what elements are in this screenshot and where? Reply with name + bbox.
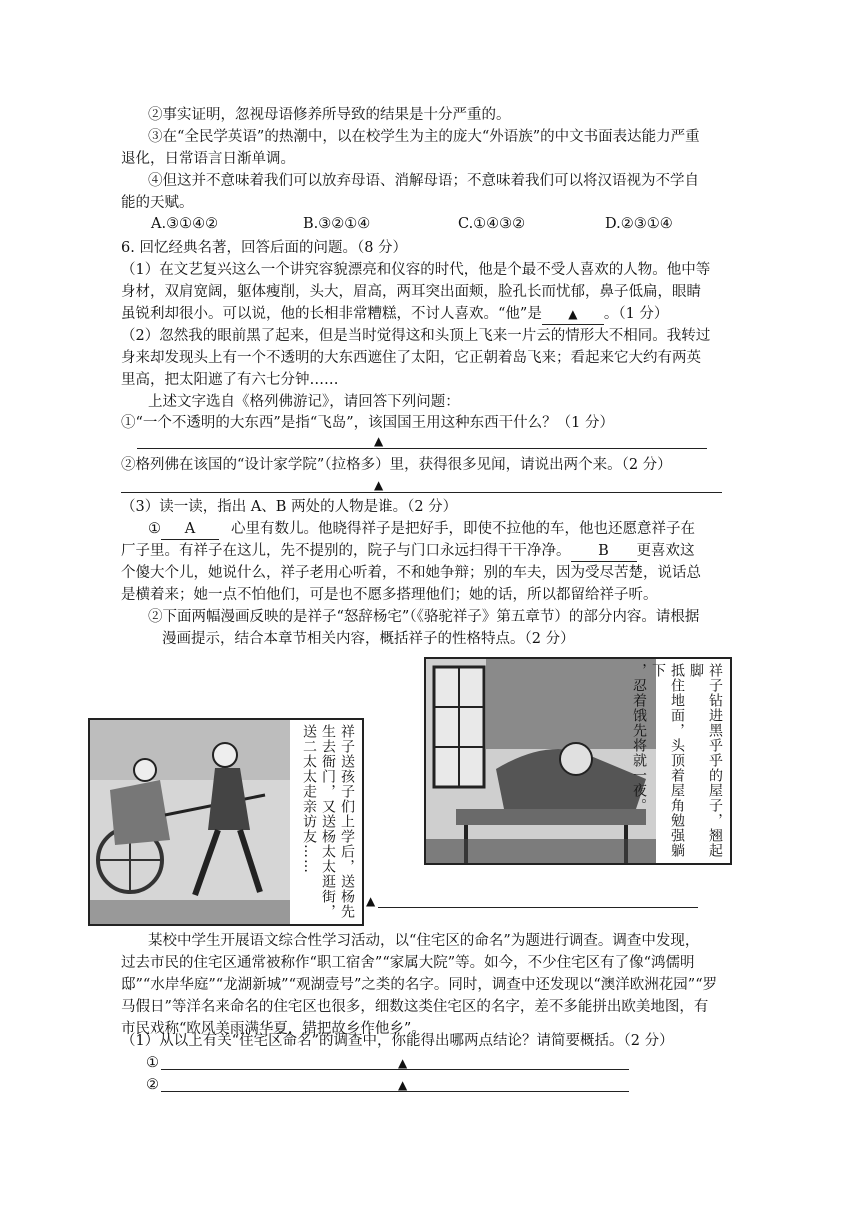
marker-icon: ▲	[374, 478, 384, 492]
q6-p3-line3: 个傻大个儿，她说什么，祥子老用心听着，不和她争辩；别的车夫，因为受尽苦楚，说话总	[121, 565, 701, 581]
comic-illustration-rickshaw	[90, 720, 290, 924]
q6-p2-source: 上述文字选自《格列佛游记》，请回答下列问题：	[148, 394, 460, 410]
marker-icon: ▲	[398, 1056, 408, 1070]
q5-sentence-4a: ④但这并不意味着我们可以放弃母语、消解母语；不意味着我们可以将汉语视为不学自	[148, 173, 699, 189]
marker-icon: ▲	[366, 894, 376, 908]
q6-p3-line1	[148, 519, 695, 540]
q7-question1: （1）从以上有关“住宅区命名”的调查中，你能得出哪两点结论？请简要概括。（2 分）	[121, 1033, 674, 1049]
answer-line-conclusion2[interactable]	[161, 1077, 629, 1092]
caption-left-line1: 祥子送孩子们上学后，送杨先	[339, 724, 355, 919]
q7-intro-line1: 某校中学生开展语文综合性学习活动，以“住宅区的命名”为题进行调查。调查中发现，	[148, 933, 700, 949]
q5-option-a: A.③①④②	[151, 216, 219, 232]
q7-intro-line2: 过去市民的住宅区通常被称作“职工宿舍”“家属大院”等。如今，不少住宅区有了像“鸿儒明	[121, 955, 695, 971]
q6-p3-title: （3）读一读，指出 A、B 两处的人物是谁。（2 分）	[121, 499, 458, 515]
q6-p3-text2: 厂子里。有祥子在这儿，先不提别的，院子与门口永远扫得干干净净。	[121, 543, 571, 559]
caption-right-line2: 抵住地面，头顶着屋角勉强躺下	[650, 663, 685, 858]
q5-option-c: C.①④③②	[458, 216, 526, 232]
q7-intro-line3: 邸”“水岸华庭”“龙湖新城”“观湖壹号”之类的名字。同时，调查中还发现以“澳洋欧洲花园”“罗	[121, 977, 718, 993]
q6-p3-line2	[121, 541, 695, 562]
q6-p2-line1: （2）忽然我的眼前黑了起来，但是当时觉得这和头顶上飞来一片云的情形大不相同。我转过	[121, 328, 711, 344]
q6-p2-line3: 里高，把太阳遮了有六七分钟……	[121, 372, 339, 388]
q6-p1-line3	[121, 304, 668, 325]
answer-line-conclusion1[interactable]	[161, 1055, 629, 1070]
marker-icon: ▲	[374, 434, 384, 448]
answer-blank-a[interactable]: A	[161, 519, 219, 540]
q6-p3-num: ①	[148, 521, 161, 537]
q7-intro-line5: 市民戏称“欧风美雨满华夏，错把故乡作他乡”。	[121, 1021, 426, 1037]
q6-p3-line5: ②下面两幅漫画反映的是祥子“怒辞杨宅”（《骆驼祥子》第五章节）的部分内容。请根据	[148, 609, 700, 625]
q6-p2-question2: ②格列佛在该国的“设计家学院”（拉格多）里，获得很多见闻，请说出两个来。（2 分）	[121, 457, 672, 473]
q5-sentence-4b: 能的天赋。	[121, 195, 194, 211]
caption-left-line2: 生去衙门，又送杨太太逛街，	[320, 724, 336, 919]
q7-answer-num2: ②	[146, 1077, 159, 1093]
caption-right-line3: ，忍着饿先将就一夜。	[631, 663, 647, 813]
q5-sentence-2: ②事实证明，忽视母语修养所导致的结果是十分严重的。	[148, 107, 511, 123]
caption-right-line1: 祥子钻进黑乎乎的屋子，翘起脚	[688, 663, 723, 858]
q6-p1-line1: （1）在文艺复兴这么一个讲究容貌漂亮和仪容的时代，他是个最不受人喜欢的人物。他中等	[121, 262, 711, 278]
caption-left-line3: 送二太太走亲访友……	[301, 724, 317, 874]
q6-p2-line2: 身来却发现头上有一个不透明的大东西遮住了太阳，它正朝着岛飞来；看起来它大约有两英	[121, 350, 701, 366]
answer-blank-b[interactable]: B	[571, 541, 637, 562]
q6-p3-text3: 更喜欢这	[636, 543, 695, 559]
q5-sentence-3a: ③在“全民学英语”的热潮中，以在校学生为主的庞大“外语族”的中文书面表达能力严重	[148, 129, 700, 145]
q6-p3-text1: 心里有数儿。他晓得祥子是把好手，即使不拉他的车，他也还愿意祥子在	[231, 521, 695, 537]
answer-blank-author[interactable]	[542, 304, 604, 325]
q6-p1-text: 虽锐利却很小。可以说，他的长相非常糟糕，不讨人喜欢。“他”是	[121, 306, 542, 322]
comic-panel-left	[88, 718, 364, 926]
q6-p1-score: 。（1 分）	[603, 306, 669, 322]
q7-answer-num1: ①	[146, 1055, 159, 1071]
q6-p1-line2: 身材，双肩宽阔，躯体瘦削，头大，眉高，两耳突出面颊，脸孔长而忧郁，鼻子低扁，眼睛	[121, 284, 701, 300]
marker-icon: ▲	[398, 1078, 408, 1092]
answer-line-character[interactable]	[378, 893, 698, 908]
q6-p3-line6: 漫画提示，结合本章节相关内容，概括祥子的性格特点。（2 分）	[162, 631, 575, 647]
answer-line-q1[interactable]	[137, 434, 707, 449]
q5-option-d: D.②③①④	[605, 216, 673, 232]
q5-option-b: B.③②①④	[303, 216, 371, 232]
comic-panel-right	[424, 657, 732, 865]
q5-sentence-3b: 退化，日常语言日渐单调。	[121, 151, 295, 167]
marker-icon: ▲	[568, 307, 578, 321]
q6-p2-question1: ①“一个不透明的大东西”是指“飞岛”，该国国王用这种东西干什么？（1 分）	[121, 415, 614, 431]
q6-p3-line4: 是横着来；她一点不怕他们，可是也不愿多搭理他们；她的话，所以都留给祥子听。	[121, 587, 658, 603]
q7-intro-line4: 马假日”等洋名来命名的住宅区也很多，细数这类住宅区的名字，差不多能拼出欧美地图，有	[121, 999, 709, 1015]
answer-line-q2[interactable]	[121, 478, 722, 493]
comic-illustration-sleeping	[426, 659, 656, 863]
q6-title: 6. 回忆经典名著，回答后面的问题。（8 分）	[121, 240, 408, 256]
